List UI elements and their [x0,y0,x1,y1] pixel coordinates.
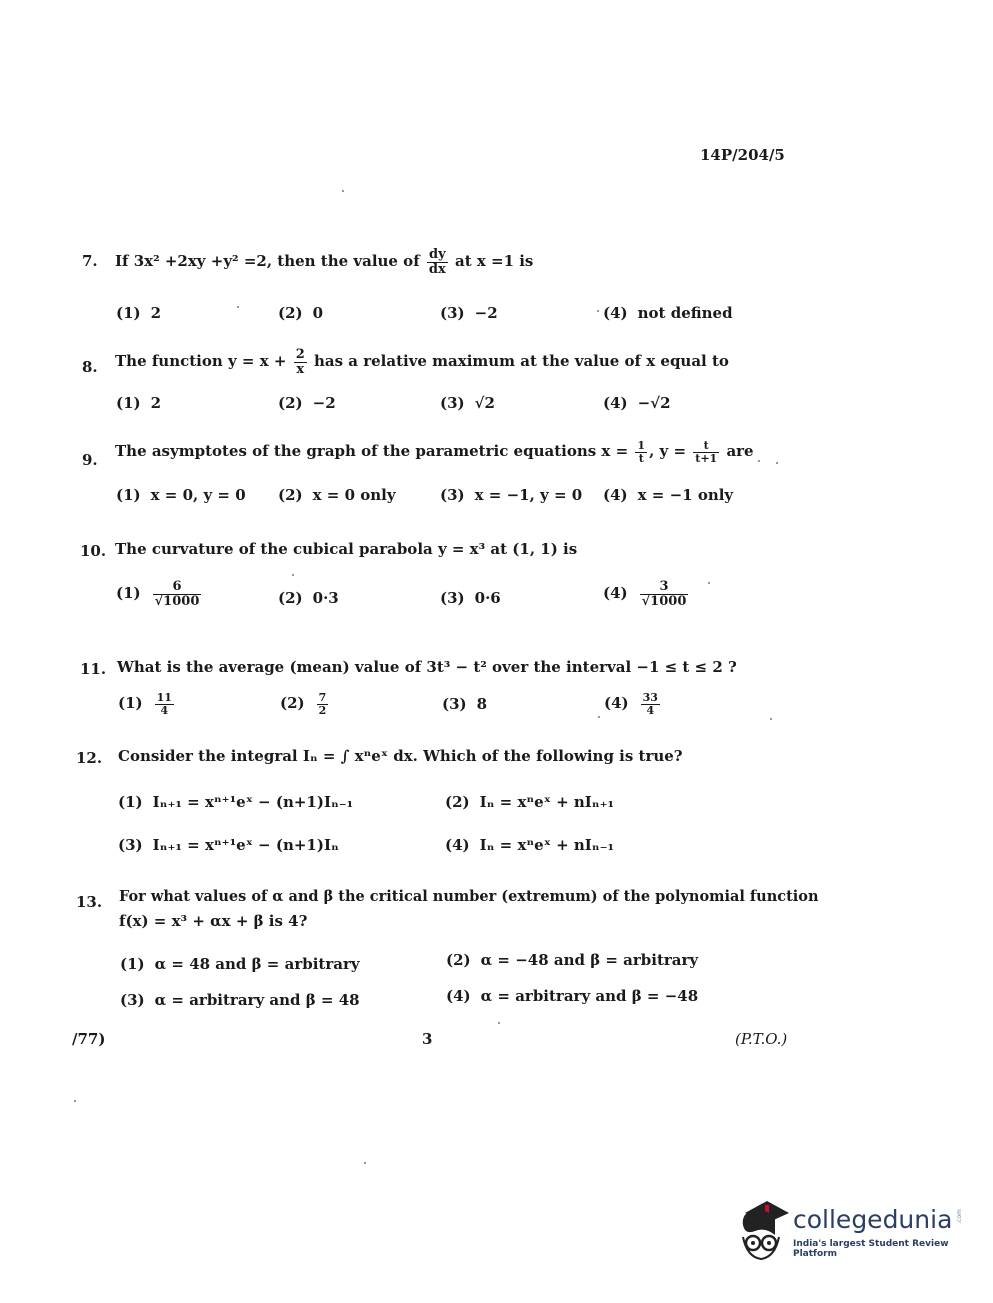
option [440,304,498,322]
fraction [427,248,448,276]
fraction-numerator: t [693,440,719,453]
option-label: (4) [603,304,628,322]
option [278,589,339,607]
option [278,304,323,322]
option-label: (3) [442,695,467,713]
question-text [115,348,729,376]
paper-code: 14P/204/5 [700,146,785,164]
option-text: 0·3 [312,589,339,607]
fraction [155,692,174,716]
option [116,394,161,412]
option-label: (2) [280,694,305,713]
question-text: What is the average (mean) value of 3t³ − t² over the interval −1 ≤ t ≤ 2 ? [117,658,737,676]
fraction [640,580,689,608]
scan-speck [498,1022,500,1024]
option-label: (2) [445,793,470,811]
logo-suffix: .com [955,1209,963,1224]
option [120,955,360,973]
fraction-numerator: 11 [156,691,172,704]
scan-speck [74,1100,76,1102]
question-text-part: are [726,442,754,461]
question-text-part: The function y = x + [115,352,287,371]
logo-name: collegedunia [793,1205,953,1234]
option [118,793,353,811]
question-number: 11. [80,660,107,678]
option-text: Iₙ₊₁ = xⁿ⁺¹eˣ − (n+1)Iₙ₋₁ [152,793,354,811]
option-text: 2 [150,304,162,322]
option-label: (1) [116,584,141,603]
collegedunia-logo [735,1195,965,1265]
question-text [115,440,754,464]
question-text: Consider the integral Iₙ = ∫ xⁿeˣ dx. Which of the following is true? [118,747,683,765]
option-label: (2) [278,486,303,504]
fraction [641,692,660,716]
fraction-denominator: 2 [318,703,327,717]
scan-speck [758,460,760,462]
option-label: (3) [120,991,145,1009]
option-text: not defined [637,304,733,322]
fraction-numerator: 1 [637,439,646,452]
option-text: −√2 [637,394,671,412]
fraction-denominator: x [296,361,305,377]
scan-speck [776,462,778,464]
fraction-denominator: √1000 [641,593,687,609]
option-label: (3) [118,836,143,854]
option [280,692,330,716]
option-text: −2 [474,304,498,322]
option-text: 2 [150,394,162,412]
fraction [294,348,307,376]
option-label: (2) [278,304,303,322]
option [118,836,339,854]
option [116,580,203,608]
logo-tagline: India's largest Student Review Platform [793,1239,949,1259]
question-text-part: , y = [649,442,687,461]
question-number: 7. [82,252,98,270]
option [440,394,495,412]
option-label: (2) [278,394,303,412]
option-text: 8 [476,695,488,713]
fraction-denominator: 4 [160,703,169,717]
option-text: −2 [312,394,336,412]
option-label: (3) [440,304,465,322]
option-label: (4) [604,694,629,713]
option [603,304,733,322]
scan-speck [237,306,239,308]
mascot-icon [735,1195,793,1265]
scan-speck [597,310,599,312]
option-text: Iₙ₊₁ = xⁿ⁺¹eˣ − (n+1)Iₙ [152,836,339,854]
question-text [115,248,533,276]
question-number: 10. [80,542,107,560]
option [116,486,246,504]
fraction-numerator: 3 [640,580,689,595]
option-label: (4) [603,394,628,412]
option-label: (1) [120,955,145,973]
fraction-numerator: 33 [642,691,658,704]
question-number: 13. [76,893,103,911]
option [116,304,161,322]
question-text-part: at x =1 is [454,252,534,271]
page-number: 3 [422,1030,433,1048]
fraction [317,692,329,716]
option-label: (4) [446,987,471,1005]
fraction-numerator: 6 [153,580,202,595]
scan-speck [292,574,294,576]
scan-speck [364,1162,366,1164]
option-text: α = 48 and β = arbitrary [154,955,360,973]
option [440,486,582,504]
option-text: 0·6 [474,589,501,607]
question-text-line-2: f(x) = x³ + αx + β is 4? [119,912,308,930]
option-text: 0 [312,304,324,322]
option-label: (2) [278,589,303,607]
option [278,486,396,504]
fraction-numerator: dy [427,248,448,263]
option-label: (2) [446,951,471,969]
option [278,394,336,412]
option [445,836,614,854]
option-text: α = −48 and β = arbitrary [480,951,699,969]
question-text: The curvature of the cubical parabola y = x³ at (1, 1) is [115,540,578,558]
fraction-numerator: 7 [318,691,327,704]
fraction [693,440,719,464]
option-text: x = 0, y = 0 [150,486,246,504]
option-label: (1) [116,304,141,322]
scan-speck [770,718,772,720]
fraction-denominator: dx [428,261,446,277]
option-text: x = −1, y = 0 [474,486,583,504]
option [445,793,614,811]
option [604,692,662,716]
question-text-part: has a relative maximum at the value of x equal to [313,352,729,371]
option [603,394,671,412]
option-label: (1) [116,394,141,412]
question-number: 12. [76,749,103,767]
scan-speck [342,190,344,192]
option [442,695,487,713]
scan-speck [598,716,600,718]
option-label: (4) [603,486,628,504]
question-number: 8. [82,358,98,376]
option [603,486,733,504]
fraction [153,580,202,608]
fraction-denominator: √1000 [154,593,200,609]
option-label: (3) [440,486,465,504]
option-label: (4) [603,584,628,603]
footer-code: /77) [72,1030,106,1048]
option [440,589,501,607]
fraction [635,440,647,464]
option-label: (4) [445,836,470,854]
option [603,580,690,608]
question-number: 9. [82,451,98,469]
option [446,951,698,969]
option-text: α = arbitrary and β = 48 [154,991,360,1009]
option [118,692,176,716]
option-text: x = 0 only [312,486,396,504]
option-label: (1) [118,694,143,713]
fraction-denominator: t [638,451,644,465]
fraction-denominator: t+1 [695,451,718,465]
option-text: x = −1 only [637,486,734,504]
option-label: (1) [116,486,141,504]
pto-marker: (P.T.O.) [735,1030,788,1048]
option-text: √2 [474,394,495,412]
question-text-part: The asymptotes of the graph of the parametric equations x = [115,442,629,461]
fraction-numerator: 2 [295,347,305,362]
option-label: (1) [118,793,143,811]
option [120,991,360,1009]
option-label: (3) [440,394,465,412]
option [446,987,698,1005]
option-text: Iₙ = xⁿeˣ + nIₙ₋₁ [479,836,615,854]
question-text-part: If 3x² +2xy +y² =2, then the value of [115,252,420,271]
option-label: (3) [440,589,465,607]
option-text: α = arbitrary and β = −48 [480,987,699,1005]
scan-speck [708,582,710,584]
question-text: For what values of α and β the critical number (extremum) of the polynomial function [119,888,819,905]
option-text: Iₙ = xⁿeˣ + nIₙ₊₁ [479,793,615,811]
fraction-denominator: 4 [646,703,655,717]
